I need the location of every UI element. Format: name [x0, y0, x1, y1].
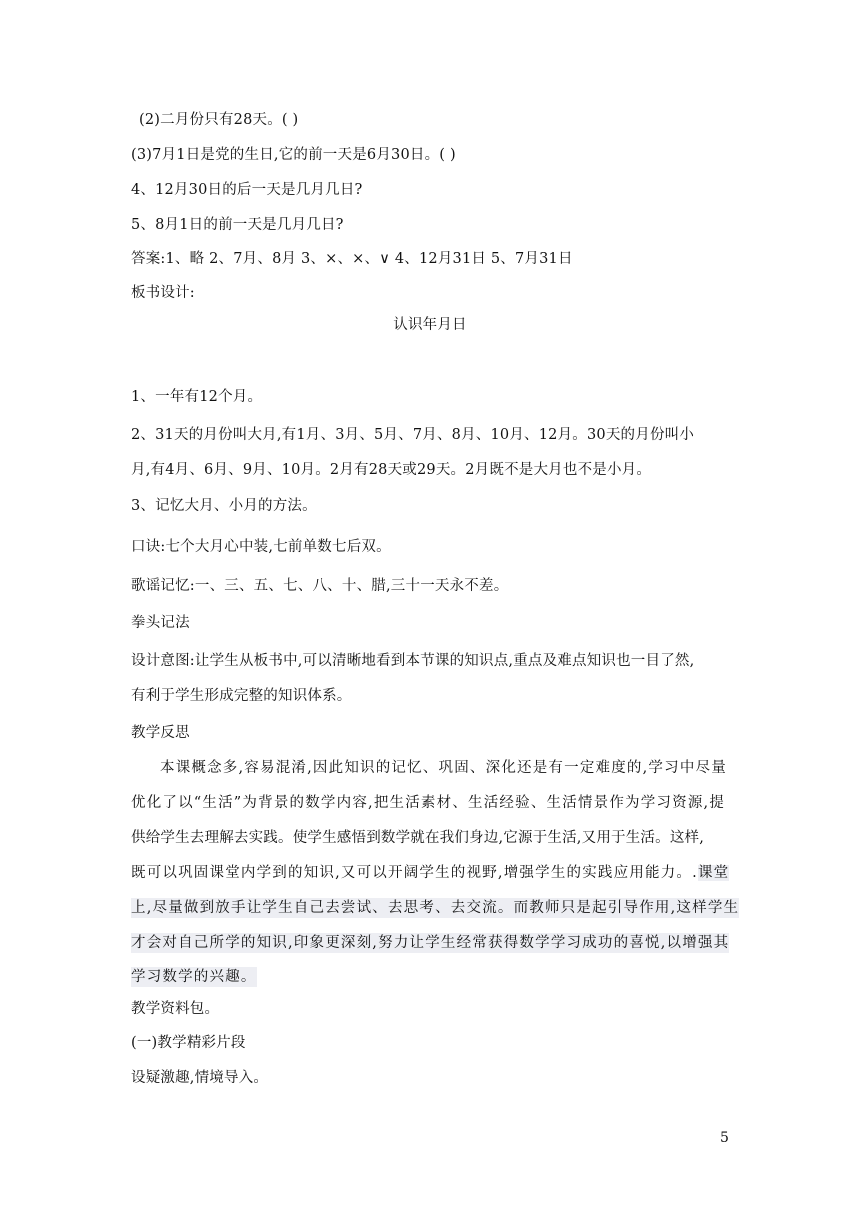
reflection-line-3: 供给学生去理解去实践。使学生感悟到数学就在我们身边,它源于生活,又用于生活。这样,	[131, 830, 705, 846]
resource-pack-heading: 教学资料包。	[131, 1001, 220, 1017]
mnemonic-verse: 口诀:七个大月心中装,七前单数七后双。	[131, 539, 391, 555]
design-intent-line-1: 设计意图:让学生从板书中,可以清晰地看到本节课的知识点,重点及难点知识也一目了然,	[131, 653, 695, 669]
reflection-line-4: 既可以巩固课堂内学到的知识,又可以开阔学生的视野,增强学生的实践应用能力。.课堂	[131, 865, 730, 881]
intro-heading: 设疑激趣,情境导入。	[131, 1070, 269, 1086]
board-title: 认识年月日	[393, 317, 467, 333]
board-design-heading: 板书设计:	[131, 285, 195, 301]
answers: 答案:1、略 2、7月、8月 3、×、×、∨ 4、12月31日 5、7月31日	[131, 251, 573, 267]
page-number: 5	[720, 1130, 729, 1146]
design-intent-line-2: 有利于学生形成完整的知识体系。	[131, 688, 352, 704]
reflection-line-6: 才会对自己所学的知识,印象更深刻,努力让学生经常获得数学学习成功的喜悦,以增强其	[131, 935, 730, 951]
board-point-2-line-2: 月,有4月、6月、9月、10月。2月有28天或29天。2月既不是大月也不是小月。	[131, 462, 652, 478]
reflection-heading: 教学反思	[131, 725, 190, 741]
reflection-line-2: 优化了以“生活”为背景的数学内容,把生活素材、生活经验、生活情景作为学习资源,提	[131, 795, 726, 811]
highlights-heading: (一)教学精彩片段	[131, 1035, 246, 1051]
question-2: (2)二月份只有28天。( )	[139, 112, 299, 128]
board-point-1: 1、一年有12个月。	[131, 389, 263, 405]
reflection-line-1: 本课概念多,容易混淆,因此知识的记忆、巩固、深化还是有一定难度的,学习中尽量	[160, 760, 727, 776]
board-point-2-line-1: 2、31天的月份叫大月,有1月、3月、5月、7月、8月、10月、12月。30天的月份叫小	[131, 427, 695, 443]
fist-method: 拳头记法	[131, 615, 190, 631]
board-point-3: 3、记忆大月、小月的方法。	[131, 498, 317, 514]
question-4: 4、12月30日的后一天是几月几日?	[131, 182, 363, 198]
reflection-line-5: 上,尽量做到放手让学生自己去尝试、去思考、去交流。而教师只是起引导作用,这样学生	[131, 900, 740, 916]
song-memory: 歌谣记忆:一、三、五、七、八、十、腊,三十一天永不差。	[131, 578, 509, 594]
question-5: 5、8月1日的前一天是几月几日?	[131, 217, 344, 233]
highlighted-text: 课堂	[697, 865, 730, 881]
question-3: (3)7月1日是党的生日,它的前一天是6月30日。( )	[131, 147, 456, 163]
reflection-line-7: 学习数学的兴趣。	[131, 969, 257, 985]
